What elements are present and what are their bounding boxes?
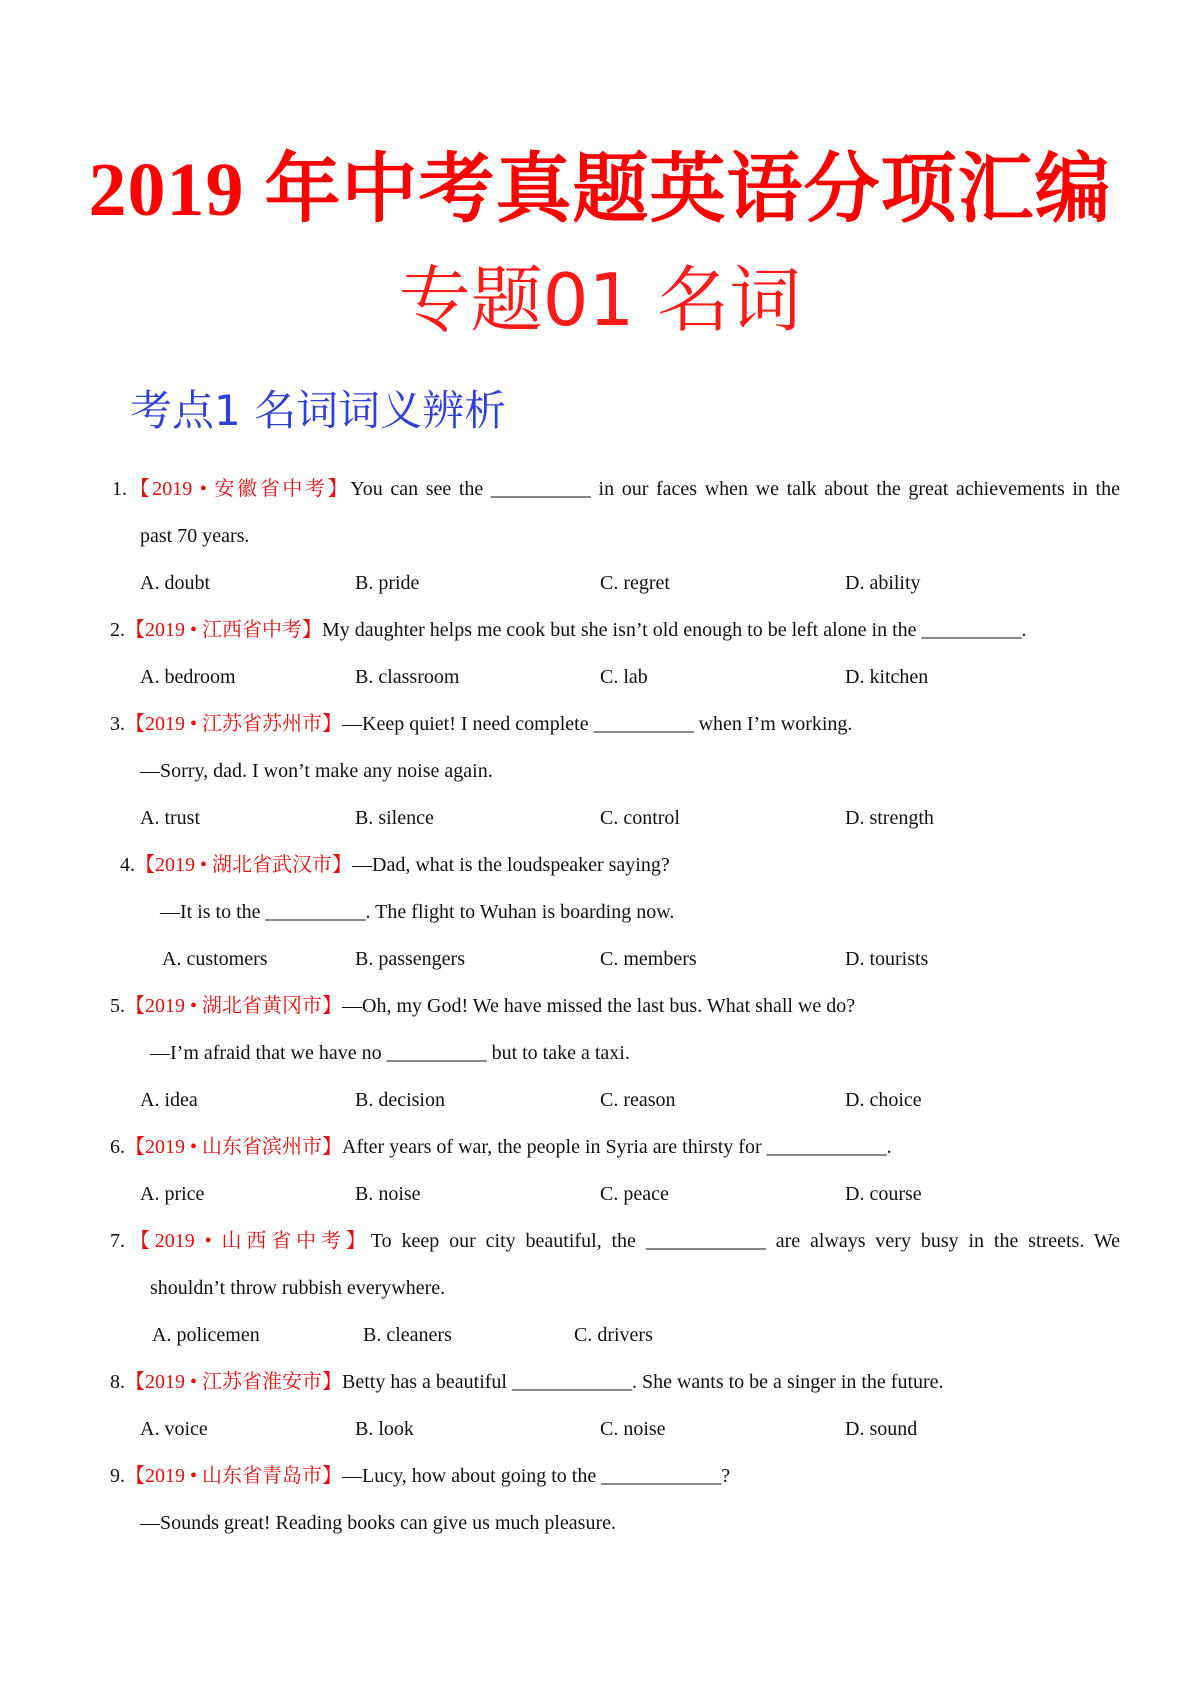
question-3-option-d: D. strength (845, 807, 934, 829)
question-1-number: 1. (112, 478, 127, 500)
question-3-option-a: A. trust (140, 807, 200, 829)
question-6-option-a: A. price (140, 1183, 205, 1205)
question-7-option-a: A. policemen (152, 1324, 260, 1346)
question-5-number: 5. (110, 995, 125, 1017)
question-4-source: 【2019 • 湖北省武汉市】 (135, 854, 353, 876)
question-2-number: 2. (110, 619, 125, 641)
question-3-line-2: —Sorry, dad. I won’t make any noise again. (140, 760, 493, 782)
question-2-line-1 (110, 616, 1027, 644)
question-5-source: 【2019 • 湖北省黄冈市】 (125, 995, 343, 1017)
question-8-option-b: B. look (355, 1418, 414, 1440)
question-8-source: 【2019 • 江苏省淮安市】 (125, 1371, 343, 1393)
question-9-number: 9. (110, 1465, 125, 1487)
question-3-number: 3. (110, 713, 125, 735)
question-3-line-1 (110, 710, 852, 738)
question-5-option-a: A. idea (140, 1089, 198, 1111)
question-5-option-d: D. choice (845, 1089, 922, 1111)
question-2-source: 【2019 • 江西省中考】 (125, 619, 323, 641)
question-6-stem: After years of war, the people in Syria are thirsty for ____________. (342, 1136, 892, 1158)
section-heading: 考点1 名词词义辨析 (130, 386, 507, 435)
question-8-option-a: A. voice (140, 1418, 208, 1440)
question-6-number: 6. (110, 1136, 125, 1158)
question-2-option-c: C. lab (600, 666, 648, 688)
question-7-line-1 (110, 1227, 1120, 1255)
question-4-number: 4. (120, 854, 135, 876)
question-1-option-b: B. pride (355, 572, 420, 594)
question-6-option-b: B. noise (355, 1183, 421, 1205)
document-title: 2019 年中考真题英语分项汇编 (88, 148, 1112, 232)
question-5-stem: —Oh, my God! We have missed the last bus. What shall we do? (342, 995, 856, 1017)
question-8-stem: Betty has a beautiful ____________. She wants to be a singer in the future. (342, 1371, 944, 1393)
question-7-option-c: C. drivers (574, 1324, 653, 1346)
question-4-line-2: —It is to the __________. The flight to Wuhan is boarding now. (160, 901, 675, 923)
question-1-stem: You can see the __________ in our faces when we talk about the great achievements in the (350, 478, 1120, 500)
question-3-stem: —Keep quiet! I need complete __________ when I’m working. (342, 713, 853, 735)
question-4-line-1 (120, 851, 670, 879)
question-4-option-c: C. members (600, 948, 697, 970)
question-9-stem: —Lucy, how about going to the ____________? (342, 1465, 731, 1487)
question-9-source: 【2019 • 山东省青岛市】 (125, 1465, 343, 1487)
question-8-option-c: C. noise (600, 1418, 666, 1440)
question-1-source: 【2019 • 安徽省中考】 (127, 478, 351, 500)
question-6-option-c: C. peace (600, 1183, 669, 1205)
question-5-option-c: C. reason (600, 1089, 676, 1111)
question-4-option-b: B. passengers (355, 948, 465, 970)
question-2-option-a: A. bedroom (140, 666, 236, 688)
question-9-line-2: —Sounds great! Reading books can give us much pleasure. (140, 1512, 617, 1534)
question-1-option-c: C. regret (600, 572, 670, 594)
question-7-stem: To keep our city beautiful, the ____________ are always very busy in the streets. We (370, 1230, 1120, 1252)
document-subtitle: 专题01 名词 (398, 258, 802, 342)
question-6-line-1 (110, 1133, 892, 1161)
question-1-option-a: A. doubt (140, 572, 210, 594)
question-4-stem: —Dad, what is the loudspeaker saying? (352, 854, 670, 876)
question-3-option-c: C. control (600, 807, 680, 829)
question-2-stem: My daughter helps me cook but she isn’t old enough to be left alone in the __________. (322, 619, 1027, 641)
question-2-option-b: B. classroom (355, 666, 460, 688)
question-5-line-2: —I’m afraid that we have no __________ but to take a taxi. (150, 1042, 630, 1064)
question-1-option-d: D. ability (845, 572, 921, 594)
question-7-number: 7. (110, 1230, 125, 1252)
question-6-option-d: D. course (845, 1183, 922, 1205)
question-4-option-a: A. customers (162, 948, 268, 970)
question-6-source: 【2019 • 山东省滨州市】 (125, 1136, 343, 1158)
question-5-option-b: B. decision (355, 1089, 445, 1111)
question-8-option-d: D. sound (845, 1418, 918, 1440)
question-2-option-d: D. kitchen (845, 666, 929, 688)
question-4-option-d: D. tourists (845, 948, 929, 970)
question-9-line-1 (110, 1462, 730, 1490)
question-1-line-2: past 70 years. (140, 525, 250, 547)
question-7-line-2: shouldn’t throw rubbish everywhere. (150, 1277, 446, 1299)
question-8-number: 8. (110, 1371, 125, 1393)
question-5-line-1 (110, 992, 855, 1020)
question-8-line-1 (110, 1368, 944, 1396)
question-7-option-b: B. cleaners (363, 1324, 452, 1346)
question-1-line-1 (112, 475, 1120, 503)
question-3-option-b: B. silence (355, 807, 434, 829)
question-7-source: 【2019 • 山西省中考】 (125, 1230, 371, 1252)
question-3-source: 【2019 • 江苏省苏州市】 (125, 713, 343, 735)
